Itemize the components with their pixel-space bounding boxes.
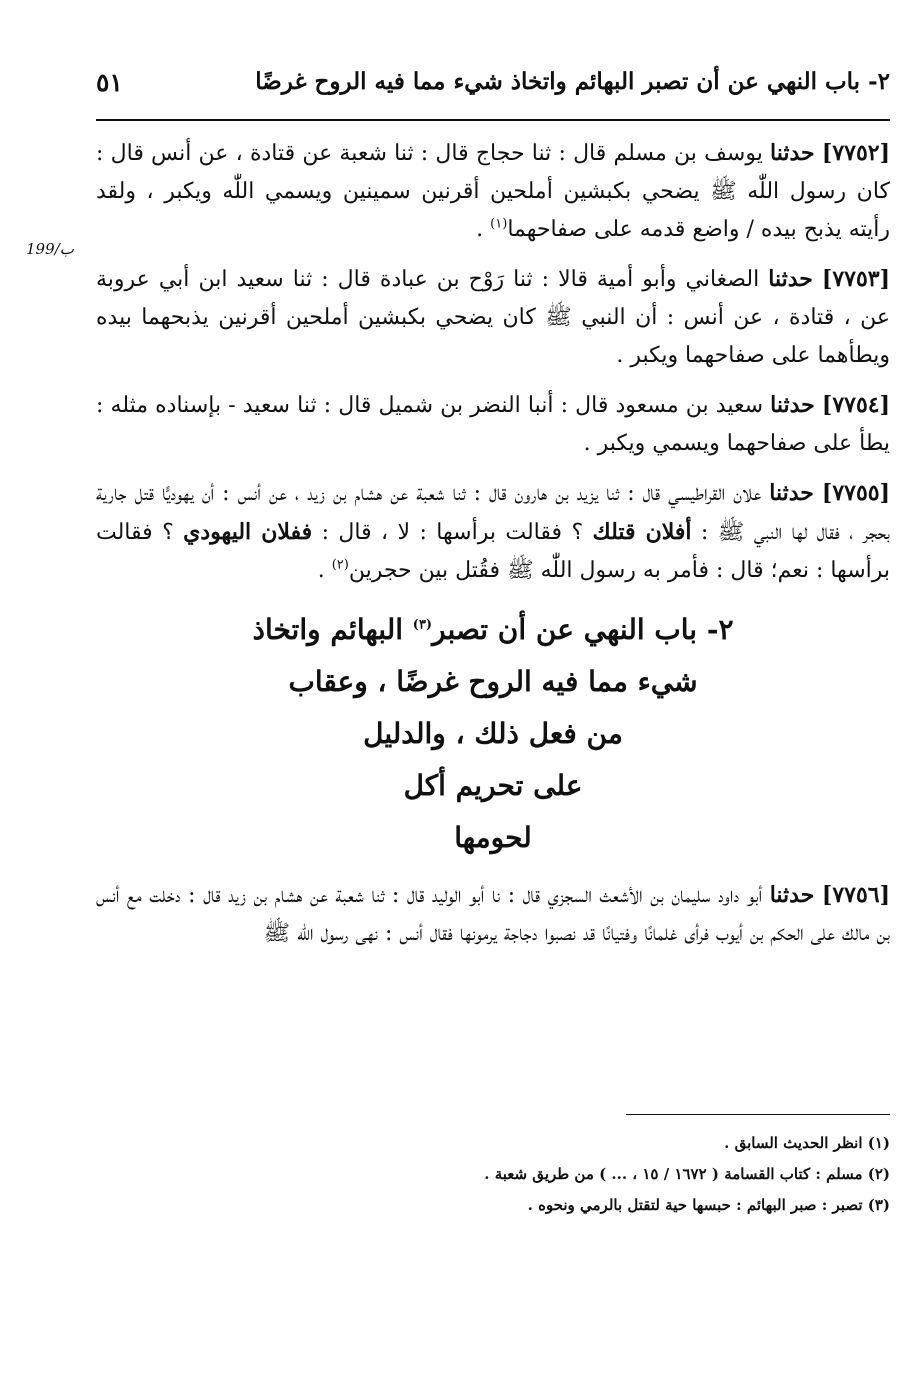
hadith-text: الصغاني وأبو أمية قالا : ثنا رَوْح بن عبادة قال : ثنا سعيد ابن أبي عروبة عن ، قتادة ، عن أنس : أن النبي ﷺ كان يضحي بكبشين أملحين أقرنين يذبحهما بيده ويطأهما على صفاحهما ويكبر . — [96, 267, 890, 368]
hadith-text: ؟ فقالت برأسها : نعم؛ قال : فأمر به رسول اللّٰه ﷺ فقُتل بين حجرين — [96, 520, 890, 583]
chapter-heading-line: من فعل ذلك ، والدليل — [363, 717, 623, 750]
hadith-bold-quote: ففلان اليهودي — [183, 519, 313, 545]
hadith-lead: حدثنا — [769, 882, 815, 908]
footnote-1: (١) انظر الحديث السابق . — [724, 1134, 890, 1152]
hadith-text: أبو داود سليمان بن الأشعث السجزي قال : نا أبو الوليد قال : ثنا شعبة عن هشام بن زيد قال : دخلت مع أنس بن مالك على الحكم بن أيوب فرأى غلمانًا وفتيانًا قد نصبوا دجاجة يرمونها فقال أنس : نهى رسول اللّٰه ﷺ — [96, 883, 890, 946]
hadith-7756 — [96, 876, 890, 953]
footnote-ref: (٣) — [412, 617, 433, 633]
page-number: ٥١ — [96, 68, 123, 97]
hadith-bold-quote: أفلان قتلك — [592, 519, 692, 545]
footnotes — [96, 1128, 890, 1221]
hadith-7755 — [96, 474, 890, 590]
chapter-heading-line: لحومها — [454, 821, 532, 854]
hadith-7754 — [96, 386, 890, 463]
margin-folio-note: 199/ب — [26, 240, 74, 258]
hadith-text: سعيد بن مسعود قال : أنبا النضر بن شميل قال : ثنا سعيد - بإسناده مثله : يطأ على صفاحهما ويسمي ويكبر . — [96, 393, 890, 456]
hadith-lead: حدثنا — [768, 266, 813, 292]
chapter-heading-line: على تحريم أكل — [403, 769, 583, 802]
chapter-text: البهائم واتخاذ — [252, 613, 413, 646]
hadith-lead: حدثنا — [770, 140, 815, 166]
hadith-number: [٧٧٥٢] — [821, 140, 890, 166]
hadith-number: [٧٧٥٣] — [821, 266, 891, 292]
hadith-lead: حدثنا — [769, 480, 814, 506]
chapter-heading-line: شيء مما فيه الروح غرضًا ، وعقاب — [288, 665, 698, 698]
header-rule — [96, 119, 890, 121]
hadith-7752 — [96, 134, 890, 249]
footnote-ref: (١) — [490, 216, 508, 232]
hadith-7753 — [96, 260, 890, 375]
chapter-heading-line — [96, 604, 890, 656]
footnote-3: (٣) تصبر : صبر البهائم : حبسها حية لتقتل بالرمي ونحوه . — [527, 1196, 890, 1214]
hadith-lead: حدثنا — [770, 392, 815, 418]
hadith-text: ؟ فقالت برأسها : لا ، قال : — [312, 520, 593, 545]
footnote-2: (٢) مسلم : كتاب القسامة ( ١٦٧٢ / ١٥ ، ... ) من طريق شعبة . — [484, 1165, 890, 1183]
main-text — [96, 134, 890, 964]
chapter-heading — [96, 604, 890, 864]
hadith-number: [٧٧٥٦] — [821, 882, 890, 908]
hadith-text: علان القراطيسي قال : ثنا يزيد بن هارون قال : ثنا شعبة عن هشام بن زيد ، عن أنس : أن يهوديًّا قتل جارية بحجر ، فقال لها النبي ﷺ : — [96, 481, 890, 545]
hadith-text: يوسف بن مسلم قال : ثنا حجاج قال : ثنا شعبة عن قتادة ، عن أنس قال : كان رسول اللّٰه ﷺ يضحي بكبشين أملحين أقرنين سمينين ويسمي اللّٰه ويكبر ، ولقد رأيته يذبح بيده / واضع قدمه على صفاحهما — [96, 141, 890, 242]
hadith-number: [٧٧٥٤] — [821, 392, 890, 418]
running-title: ٢- باب النهي عن أن تصبر البهائم واتخاذ شيء مما فيه الروح غرضًا — [255, 68, 890, 95]
chapter-text: ٢- باب النهي عن أن تصبر — [432, 613, 734, 646]
hadith-tail: . — [476, 217, 491, 242]
hadith-number: [٧٧٥٥] — [821, 480, 890, 506]
hadith-tail: . — [317, 558, 332, 583]
footnote-rule — [626, 1114, 890, 1115]
running-header — [96, 62, 890, 112]
footnote-ref: (٢) — [331, 557, 349, 573]
